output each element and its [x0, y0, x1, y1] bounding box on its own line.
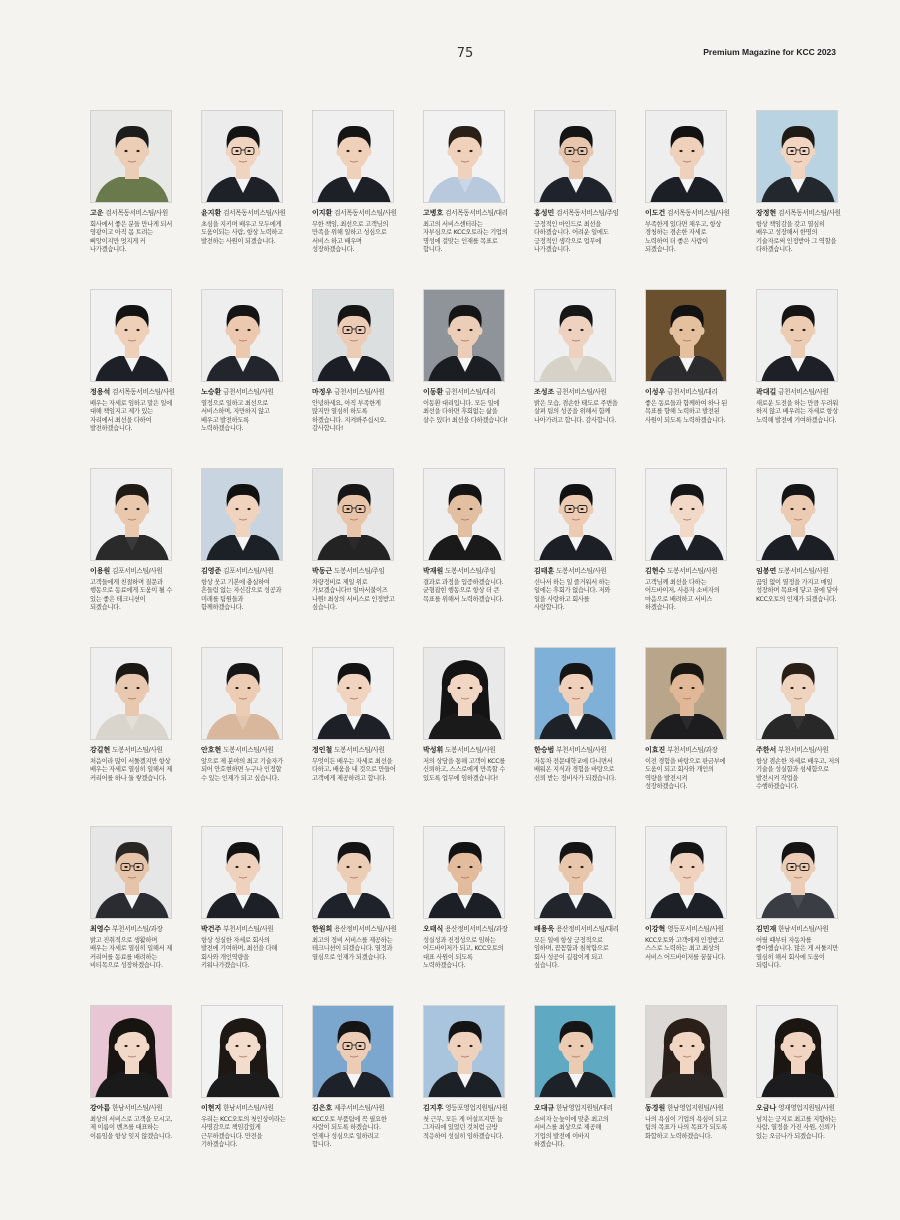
portrait-image	[757, 648, 838, 740]
employee-department: 부천서비스팀/과장	[110, 925, 163, 933]
employee-name-line	[756, 388, 844, 397]
employee-photo	[756, 647, 838, 740]
employee-name: 고운	[90, 209, 104, 217]
employee-name: 오대규	[534, 1104, 555, 1112]
employee-card	[201, 468, 289, 628]
employee-name-line	[756, 567, 844, 576]
employee-name: 한승범	[534, 746, 555, 754]
employee-card	[756, 289, 844, 449]
employee-name-line	[756, 1104, 844, 1113]
employee-photo	[534, 289, 616, 382]
portrait-image	[313, 290, 394, 382]
employee-name-line	[645, 925, 733, 934]
employee-name-line	[312, 388, 400, 397]
employee-bio: 첫 근무, 모든 게 어설프지만 늘 그자리에 있었던 것처럼 금방 적응하여 성실히 임하겠습니다.	[423, 1116, 504, 1140]
employee-photo	[534, 826, 616, 919]
portrait-image	[424, 469, 505, 561]
employee-name: 이효진	[645, 746, 666, 754]
employee-name: 주한서	[756, 746, 777, 754]
employee-name: 강길현	[90, 746, 111, 754]
portrait-image	[535, 290, 616, 382]
employee-photo	[201, 1005, 283, 1098]
portrait-image	[646, 1006, 727, 1098]
portrait-image	[757, 827, 838, 919]
employee-card	[90, 1005, 178, 1165]
employee-name-line	[534, 209, 622, 218]
employee-department: 용산정비서비스팀/과장	[443, 925, 508, 933]
portrait-image	[424, 111, 505, 203]
employee-name-line	[756, 746, 844, 755]
employee-name: 김민재	[756, 925, 777, 933]
employee-bio: 이동환 대리입니다. 모든 일에 최선을 다하면 후회없는 삶을 살수 있다! 최선을 다하겠습니다!	[423, 400, 508, 424]
employee-photo	[534, 468, 616, 561]
portrait-image	[757, 469, 838, 561]
employee-name-line	[423, 746, 511, 755]
employee-name: 배용욱	[534, 925, 555, 933]
employee-department: 한남영업지원팀/대리	[554, 1104, 613, 1112]
employee-name-line	[423, 925, 511, 934]
employee-name: 이현지	[201, 1104, 222, 1112]
employee-bio: 소비자 눈높이에 맞춘 최고의 서비스를 최상으로 제공해 기업의 발전에 이바지 하겠습니다.	[534, 1116, 609, 1148]
employee-name-line	[90, 388, 178, 397]
portrait-image	[91, 290, 172, 382]
employee-bio: 우리는 KCC오토의 첫인상이라는 사명감으로 책임감있게 근무하겠습니다. 만전을 기하겠습니다.	[201, 1116, 286, 1148]
employee-name: 최영수	[90, 925, 111, 933]
employee-name-line	[534, 1104, 622, 1113]
employee-department: 도봉서비스팀/사원	[332, 746, 385, 754]
employee-name: 박동근	[312, 567, 333, 575]
employee-card	[645, 110, 733, 270]
employee-name: 정인철	[312, 746, 333, 754]
employee-department: 김포서비스팀/사원	[110, 567, 163, 575]
employee-bio: 좋은 동료들과 함께하여 하나 된 목표를 향해 노력하고 발전된 사원이 되도록 노력하겠습니다.	[645, 400, 727, 424]
employee-photo	[534, 110, 616, 203]
employee-card	[90, 468, 178, 628]
employee-bio: 밝은 모습, 겸손한 태도로 주변을 살펴 팀의 성공을 위해서 함께 나아가려고 합니다. 감사합니다.	[534, 400, 618, 424]
employee-bio: 차량정비로 제일 위로 가보겠습니다!! 일마서불이즈 나뭔! 최상의 서비스로 인정받고 싶습니다.	[312, 579, 395, 611]
employee-photo	[201, 110, 283, 203]
employee-card	[534, 110, 622, 270]
employee-card	[645, 1005, 733, 1165]
employee-department: 도봉서비스팀/사원	[665, 567, 718, 575]
portrait-image	[757, 111, 838, 203]
employee-department: 검서목동서비스팀/주임	[554, 209, 619, 217]
employee-bio: 무한 책임, 최선으로 고객님의 만족을 위해 일하고 성심으로 서비스 하고 배우며 성장하겠습니다.	[312, 221, 389, 253]
employee-card	[645, 647, 733, 807]
portrait-image	[91, 827, 172, 919]
employee-name-line	[201, 746, 289, 755]
employee-card	[645, 289, 733, 449]
employee-photo	[201, 647, 283, 740]
employee-bio: 넘치는 긍지로 최고를 지향하는 사람, 열정을 가진 사원, 신뢰가 있는 오금나가 되겠습니다.	[756, 1116, 837, 1140]
employee-department: 부천서비스팀/사원	[554, 746, 607, 754]
employee-department: 도봉서비스팀/사원	[110, 746, 163, 754]
employee-department: 검서목동서비스팀/사원	[103, 209, 168, 217]
employee-card	[756, 468, 844, 628]
employee-name-line	[534, 925, 622, 934]
employee-bio: KCC오토와 고객에게 인정받고 스스로 노력하는 최고 최상의 서비스 어드바이저를 꿈꿉니다.	[645, 937, 726, 961]
employee-name-line	[312, 209, 400, 218]
portrait-image	[424, 290, 505, 382]
portrait-image	[535, 111, 616, 203]
employee-card	[423, 647, 511, 807]
employee-department: 금천서비스팀/사원	[776, 388, 829, 396]
employee-bio: 고객님께 최선을 다하는 어드바이저, 사용자 소비자의 마음으로 배려하고 서비스 하겠습니다.	[645, 579, 720, 611]
employee-bio: 최고의 서비스센터라는 자부심으로 KCC오토라는 기업의 명성에 걸맞는 인재를 목표로 합니다.	[423, 221, 508, 253]
employee-department: 금천서비스팀/사원	[332, 388, 385, 396]
employee-name-line	[312, 925, 400, 934]
employee-name: 김태훈	[534, 567, 555, 575]
portrait-image	[646, 469, 727, 561]
employee-bio: 최상의 서비스로 고객을 모시고, 제 이름이 벤츠를 대표하는 이름임을 항상 잊지 않겠습니다.	[90, 1116, 172, 1140]
employee-card	[201, 110, 289, 270]
employee-photo	[756, 110, 838, 203]
employee-department: 검서목동서비스팀/사원	[221, 209, 286, 217]
employee-photo	[423, 110, 505, 203]
employee-photo	[201, 289, 283, 382]
employee-name: 이도건	[645, 209, 666, 217]
employee-card	[312, 289, 400, 449]
portrait-image	[202, 290, 283, 382]
portrait-image	[535, 1006, 616, 1098]
employee-department: 도봉서비스팀/사원	[221, 746, 274, 754]
employee-bio: 회사에서 좋은 분들 만나게 되서 영광이고 아직 몸 트려는 삐앙이지만 멋지게 커 나가겠습니다.	[90, 221, 172, 253]
employee-name-line	[201, 388, 289, 397]
employee-photo	[90, 468, 172, 561]
employee-name: 고병호	[423, 209, 444, 217]
employee-name: 윤지환	[201, 209, 222, 217]
employee-bio: 자동차 전문대학교에 다니면서 배워온 지식과 경험을 바탕으로 신뢰 받는 정비사가 되겠습니다.	[534, 758, 616, 782]
portrait-image	[202, 648, 283, 740]
employee-card	[423, 1005, 511, 1165]
employee-bio: 모든 일에 항상 긍정적으로 임하며, 꼼꼼함과 침착함으로 회사 성공이 길잡이게 되고 싶습니다.	[534, 937, 609, 969]
employee-name-line	[201, 209, 289, 218]
employee-name-line	[312, 567, 400, 576]
employee-name: 곽대길	[756, 388, 777, 396]
employee-photo	[90, 826, 172, 919]
employee-department: 용산정비서비스팀/대리	[554, 925, 619, 933]
employee-department: 금천서비스팀/대리	[443, 388, 496, 396]
employee-photo	[756, 826, 838, 919]
employee-photo	[423, 468, 505, 561]
employee-bio: 이전 경험을 바탕으로 판금부에 도움이 되고 회사와 개인의 역량을 발전시켜 성장하겠습니다.	[645, 758, 726, 790]
employee-bio: 새로운 도전을 하는 만큼 두려워 하지 않고 배우려는 자세로 항상 노력해 발전에 기여하겠습니다.	[756, 400, 838, 424]
employee-photo	[312, 1005, 394, 1098]
employee-name-line	[201, 1104, 289, 1113]
portrait-image	[202, 469, 283, 561]
employee-department: 검서목동서비스팀/사원	[776, 209, 841, 217]
employee-name-line	[645, 209, 733, 218]
employee-name-line	[201, 925, 289, 934]
employee-card	[201, 1005, 289, 1165]
employee-department: 한남영업지원팀/사원	[665, 1104, 724, 1112]
employee-card	[423, 826, 511, 986]
employee-name: 김현수	[645, 567, 666, 575]
employee-bio: KCC오토 부품팀에 꼭 필요한 사람이 되도록 하겠습니다. 언제나 성심으로 일하려고 합니다.	[312, 1116, 387, 1148]
employee-name: 한원희	[312, 925, 333, 933]
employee-bio: 성실성과 진정성으로 임하는 어드바이저가 되고, KCC오토의 대표 사원이 되도록 노력하겠습니다.	[423, 937, 504, 969]
employee-name-line	[423, 388, 511, 397]
employee-card	[312, 826, 400, 986]
employee-bio: 끊임 없이 열정을 가지고 매일 성장하며 목표에 닿고 꿈에 닿아 KCC오토의 인재가 되겠습니다.	[756, 579, 838, 603]
employee-bio: 초심을 지키며 배우고 모두에게 도움이되는 사람, 항상 노력하고 발전하는 사원이 되겠습니다.	[201, 221, 283, 245]
portrait-image	[313, 648, 394, 740]
employee-name: 강아름	[90, 1104, 111, 1112]
employee-bio: 어릴 때부터 자동차를 좋아했습니다. 많은 게 서툴지만 열심히 해서 회사에 도움이 되렵니다.	[756, 937, 838, 969]
employee-department: 검서목동서비스팀/사원	[110, 388, 175, 396]
employee-name-line	[423, 209, 511, 218]
employee-department: 도봉서비스팀/사원	[776, 567, 829, 575]
portrait-image	[424, 648, 505, 740]
employee-department: 도봉서비스팀/사원	[443, 746, 496, 754]
employee-card	[312, 1005, 400, 1165]
employee-name-line	[90, 925, 178, 934]
employee-department: 부천서비스팀/사원	[221, 925, 274, 933]
employee-name-line	[534, 746, 622, 755]
employee-department: 검서목동서비스팀/대리	[443, 209, 508, 217]
employee-name: 김은호	[312, 1104, 333, 1112]
employee-bio: 무엇이든 배우는 자세로 최선을 다하고, 배움을 내 것으로 만들어 고객에게 제공하려고 합니다.	[312, 758, 396, 782]
employee-name-line	[645, 567, 733, 576]
employee-department: 제주서비스팀/사원	[332, 1104, 385, 1112]
employee-name-line	[756, 925, 844, 934]
employee-bio: 처음이라 많이 서툴겠지만 항상 배우는 자세로 열심히 일해서 제 커리어를 하나 둘 쌓겠습니다.	[90, 758, 172, 782]
employee-photo	[312, 647, 394, 740]
portrait-image	[313, 827, 394, 919]
employee-card	[90, 289, 178, 449]
portrait-image	[202, 111, 283, 203]
employee-photo	[312, 468, 394, 561]
employee-card	[312, 647, 400, 807]
portrait-image	[757, 290, 838, 382]
employee-name: 박건주	[201, 925, 222, 933]
employee-bio: 항상 웃고 기본에 충실하여 흔들림 없는 자신감으로 성공과 미래를 팀원들과 함께하겠습니다.	[201, 579, 282, 611]
employee-photo	[534, 647, 616, 740]
employee-card	[534, 289, 622, 449]
employee-name: 마정우	[312, 388, 333, 396]
employee-bio: 최고의 정비 서비스를 제공하는 테크니션이 되겠습니다. 열정과 열심으로 인재가 되겠습니다.	[312, 937, 393, 961]
portrait-image	[424, 1006, 505, 1098]
employee-name-line	[312, 746, 400, 755]
employee-card	[534, 647, 622, 807]
employee-bio: 항상 책임감을 갖고 열심히 배우고 성장해서 한명의 기술자로써 인정받아 그 역할을 다하겠습니다.	[756, 221, 837, 253]
employee-name-line	[645, 1104, 733, 1113]
employee-bio: 저의 상담을 통해 고객이 KCC를 신뢰하고, 스스로에게 만족할 수 있도록 업무에 임하겠습니다!	[423, 758, 506, 782]
employee-card	[756, 826, 844, 986]
employee-department: 도봉서비스팀/주임	[332, 567, 385, 575]
employee-photo	[645, 647, 727, 740]
portrait-image	[313, 111, 394, 203]
employee-bio: 고객들에게 친절하며 질문과 행동으로 동료에게 도움이 될 수 있는 좋은 테크니션이 되겠습니다.	[90, 579, 172, 611]
employee-name-line	[534, 388, 622, 397]
portrait-image	[91, 648, 172, 740]
portrait-image	[202, 1006, 283, 1098]
employee-bio: 배우는 자세로 임하고 말은 일에 대해 책임지고 제가 있는 자리에서 최선을 다하여 발전하겠습니다.	[90, 400, 172, 432]
employee-name: 동경원	[645, 1104, 666, 1112]
employee-name-line	[90, 1104, 178, 1113]
employee-photo	[645, 468, 727, 561]
employee-department: 금천서비스팀/대리	[665, 388, 718, 396]
employee-name-line	[756, 209, 844, 218]
employee-card	[90, 110, 178, 270]
employee-name: 이지환	[312, 209, 333, 217]
employee-photo	[645, 826, 727, 919]
portrait-image	[646, 827, 727, 919]
employee-photo	[90, 110, 172, 203]
employee-photo	[645, 289, 727, 382]
employee-department: 도봉서비스팀/주임	[443, 567, 496, 575]
employee-name-line	[90, 209, 178, 218]
employee-photo	[756, 468, 838, 561]
employee-card	[201, 647, 289, 807]
portrait-image	[313, 469, 394, 561]
employee-card	[645, 826, 733, 986]
employee-photo	[423, 1005, 505, 1098]
portrait-image	[757, 1006, 838, 1098]
employee-department: 한남서비스팀/사원	[221, 1104, 274, 1112]
employee-department: 김포서비스팀/사원	[221, 567, 274, 575]
portrait-image	[91, 469, 172, 561]
employee-bio: 나의 욕심이 기업의 욕심이 되고 팀의 목표가 나의 목표가 되도록 화합하고 노력하겠습니다.	[645, 1116, 727, 1140]
portrait-image	[313, 1006, 394, 1098]
employee-department: 한남서비스팀/사원	[110, 1104, 163, 1112]
employee-name: 김지후	[423, 1104, 444, 1112]
portrait-image	[535, 648, 616, 740]
employee-department: 한남서비스팀/사원	[776, 925, 829, 933]
portrait-image	[91, 1006, 172, 1098]
employee-name-line	[645, 388, 733, 397]
employee-photo	[756, 289, 838, 382]
employee-bio: 항상 성실한 자세로 회사의 발전에 기여하며, 최선을 다해 회사와 개인역량을 키워나가겠습니다.	[201, 937, 278, 969]
employee-name-line	[645, 746, 733, 755]
employee-name-line	[312, 1104, 400, 1113]
employee-card	[312, 110, 400, 270]
employee-card	[312, 468, 400, 628]
employee-card	[645, 468, 733, 628]
employee-card	[423, 110, 511, 270]
employee-name: 홍성민	[534, 209, 555, 217]
employee-bio: 열정으로 일하고 최선으로 서비스하며, 자만하지 않고 배우고 발전하도록 노력하겠습니다.	[201, 400, 270, 432]
employee-name: 이강혁	[645, 925, 666, 933]
portrait-image	[646, 111, 727, 203]
employee-bio: 안녕하세요, 아직 부족한게 많지만 열심히 하도록 하겠습니다. 지켜봐주십시오. 감사합니다!	[312, 400, 387, 432]
employee-name: 박재원	[423, 567, 444, 575]
employee-department: 도봉서비스팀/사원	[554, 567, 607, 575]
employee-name: 장정현	[756, 209, 777, 217]
employee-grid	[90, 110, 841, 1165]
employee-bio: 항상 겸손한 자세로 배우고, 저의 기술을 성실함과 섬세함으로 발전시켜 작업을 수행하겠습니다.	[756, 758, 840, 790]
employee-department: 부천서비스팀/과장	[665, 746, 718, 754]
employee-card	[423, 289, 511, 449]
portrait-image	[646, 290, 727, 382]
employee-card	[90, 826, 178, 986]
employee-name-line	[423, 567, 511, 576]
employee-card	[201, 826, 289, 986]
employee-department: 부천서비스팀/사원	[776, 746, 829, 754]
employee-card	[756, 110, 844, 270]
employee-card	[756, 1005, 844, 1165]
employee-card	[534, 826, 622, 986]
employee-card	[534, 468, 622, 628]
employee-department: 검서목동서비스팀/사원	[332, 209, 397, 217]
employee-department: 용산정비서비스팀/사원	[332, 925, 397, 933]
employee-photo	[90, 647, 172, 740]
employee-department: 영등포영업지원팀/사원	[443, 1104, 508, 1112]
portrait-image	[535, 469, 616, 561]
employee-name: 이성우	[645, 388, 666, 396]
employee-photo	[534, 1005, 616, 1098]
employee-name: 정용석	[90, 388, 111, 396]
employee-photo	[312, 289, 394, 382]
employee-photo	[756, 1005, 838, 1098]
employee-name: 안호현	[201, 746, 222, 754]
employee-name: 오금나	[756, 1104, 777, 1112]
employee-name: 조성조	[534, 388, 555, 396]
employee-bio: 긍정적인 마인드로 최선을 다하겠습니다. 어려운 일에도 긍정적인 생각으로 업무에 나가겠습니다.	[534, 221, 609, 253]
employee-card	[90, 647, 178, 807]
employee-photo	[90, 289, 172, 382]
portrait-image	[202, 827, 283, 919]
employee-card	[756, 647, 844, 807]
employee-card	[423, 468, 511, 628]
employee-photo	[201, 468, 283, 561]
employee-name: 이용원	[90, 567, 111, 575]
employee-bio: 앞으로 제 분야의 최고 기술자가 되어 안호현하면 누구나 인정할 수 있는 인재가 되고 싶습니다.	[201, 758, 283, 782]
employee-name-line	[90, 746, 178, 755]
employee-name: 임봉연	[756, 567, 777, 575]
employee-name-line	[201, 567, 289, 576]
employee-photo	[312, 110, 394, 203]
employee-name-line	[90, 567, 178, 576]
employee-name-line	[423, 1104, 511, 1113]
portrait-image	[535, 827, 616, 919]
employee-photo	[423, 647, 505, 740]
employee-department: 금천서비스팀/사원	[221, 388, 274, 396]
employee-name: 노승환	[201, 388, 222, 396]
portrait-image	[646, 648, 727, 740]
employee-photo	[201, 826, 283, 919]
employee-bio: 신나서 하는 일 즐거워서 하는 일에는 후회가 없습니다. 저와 일을 사랑하고 회사를 사랑합니다.	[534, 579, 611, 611]
portrait-image	[91, 111, 172, 203]
employee-bio: 부족한게 있다면 채우고, 항상 경청하는 겸손한 자세로 노력하여 더 좋은 사람이 되겠습니다.	[645, 221, 722, 253]
employee-photo	[312, 826, 394, 919]
employee-name-line	[534, 567, 622, 576]
employee-name: 이동환	[423, 388, 444, 396]
employee-department: 영등포서비스팀/사원	[665, 925, 724, 933]
employee-bio: 결과로 과정을 입증하겠습니다. 균형잡힌 행동으로 항상 더 큰 목표를 위해서 노력하겠습니다.	[423, 579, 504, 603]
employee-card	[201, 289, 289, 449]
employee-photo	[645, 110, 727, 203]
employee-photo	[645, 1005, 727, 1098]
employee-name: 오태식	[423, 925, 444, 933]
employee-photo	[423, 289, 505, 382]
page-number: 75	[456, 46, 474, 61]
portrait-image	[424, 827, 505, 919]
employee-department: 금천서비스팀/사원	[554, 388, 607, 396]
employee-card	[534, 1005, 622, 1165]
employee-name: 박성휘	[423, 746, 444, 754]
employee-bio: 밝고 진취적으로 생활하며 배우는 자세로 열심히 일해서 제 커리어를 동료를 배려하는 비티목으로 성장하겠습니다.	[90, 937, 172, 969]
magazine-title: Premium Magazine for KCC 2023	[703, 47, 836, 57]
employee-department: 영재영업지원팀/사원	[776, 1104, 835, 1112]
employee-department: 검서목동서비스팀/사원	[665, 209, 730, 217]
employee-name: 김영준	[201, 567, 222, 575]
employee-photo	[423, 826, 505, 919]
employee-photo	[90, 1005, 172, 1098]
